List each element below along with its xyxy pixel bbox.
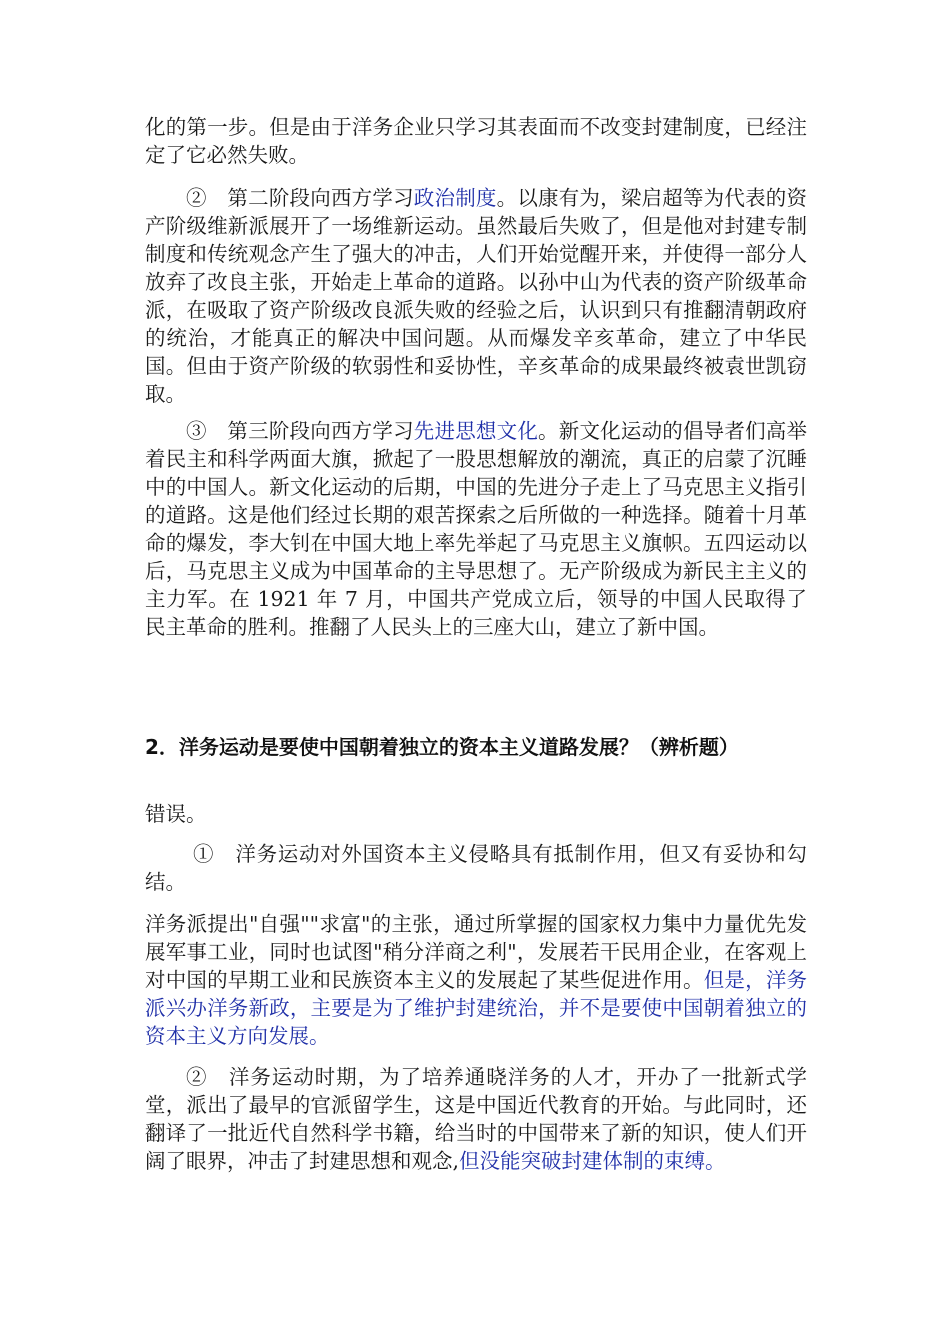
- paragraph-text: 化的第一步。但是由于洋务企业只学习其表面而不改变封建制度，已经注定了它必然失败。: [145, 115, 807, 167]
- paragraph-lead: ③ 第三阶段向西方学习: [186, 419, 414, 443]
- highlight-conclusion: 但是，洋务派兴办洋务新政，主要是为了维护封建统治，并不是要使中国朝着独立的资本主义方向发展。: [145, 968, 808, 1048]
- paragraph-lead: ② 第二阶段向西方学习: [186, 186, 414, 210]
- paragraph-point-one: [145, 840, 807, 896]
- paragraph-explanation: [145, 910, 807, 1050]
- paragraph-stage-two: [145, 184, 807, 408]
- paragraph-text: 洋务派提出"自强""求富"的主张，通过所掌握的国家权力集中力量优先发展军事工业，同时也试图"稍分洋商之利"，发展若干民用企业，在客观上对中国的早期工业和民族资本主义的发展起了某些促进作用。: [145, 912, 807, 992]
- answer-verdict: [145, 800, 807, 828]
- paragraph-stage-three: [145, 417, 807, 641]
- paragraph-text: 。以康有为，梁启超等为代表的资产阶级维新派展开了一场维新运动。虽然最后失败了，但是他对封建专制制度和传统观念产生了强大的冲击，人们开始觉醒开来，并使得一部分人放弃了改良主张，开始走上革命的道路。以孙中山为代表的资产阶级革命派，在吸取了资产阶级改良派失败的经验之后，认识到只有推翻清朝政府的统治，才能真正的解决中国问题。从而爆发辛亥革命，建立了中华民国。但由于资产阶级的软弱性和妥协性，辛亥革命的成果最终被袁世凯窃取。: [145, 186, 808, 406]
- highlight-political-system: 政治制度: [413, 186, 497, 210]
- highlight-advanced-culture: 先进思想文化: [413, 419, 539, 443]
- paragraph-text: ② 洋务运动时期，为了培养通晓洋务的人才，开办了一批新式学堂，派出了最早的官派留学生，这是中国近代教育的开始。与此同时，还翻译了一批近代自然科学书籍，给当时的中国带来了新的知识，使人们开阔了眼界，冲击了封建思想和观念,: [145, 1065, 807, 1173]
- highlight-feudal-constraint: 但没能突破封建体制的束缚。: [459, 1149, 726, 1173]
- question-heading: 2．洋务运动是要使中国朝着独立的资本主义道路发展？（辨析题）: [145, 735, 739, 759]
- paragraph-continuation: [145, 113, 807, 169]
- paragraph-text: 。新文化运动的倡导者们高举着民主和科学两面大旗，掀起了一股思想解放的潮流，真正的启蒙了沉睡中的中国人。新文化运动的后期，中国的先进分子走上了马克思主义指引的道路。这是他们经过长期的艰苦探索之后所做的一种选择。随着十月革命的爆发，李大钊在中国大地上率先举起了马克思主义旗帜。五四运动以后，马克思主义成为中国革命的主导思想了。无产阶级成为新民主主义的主力军。在 1921 年 7 月，中国共产党成立后，领导的中国人民取得了民主革命的胜利。推翻了人民头上的三座大山，建立了新中国。: [145, 419, 808, 639]
- paragraph-point-two: [145, 1063, 807, 1175]
- answer-text: 错误。: [145, 802, 207, 826]
- paragraph-text: ① 洋务运动对外国资本主义侵略具有抵制作用，但又有妥协和勾结。: [145, 842, 807, 894]
